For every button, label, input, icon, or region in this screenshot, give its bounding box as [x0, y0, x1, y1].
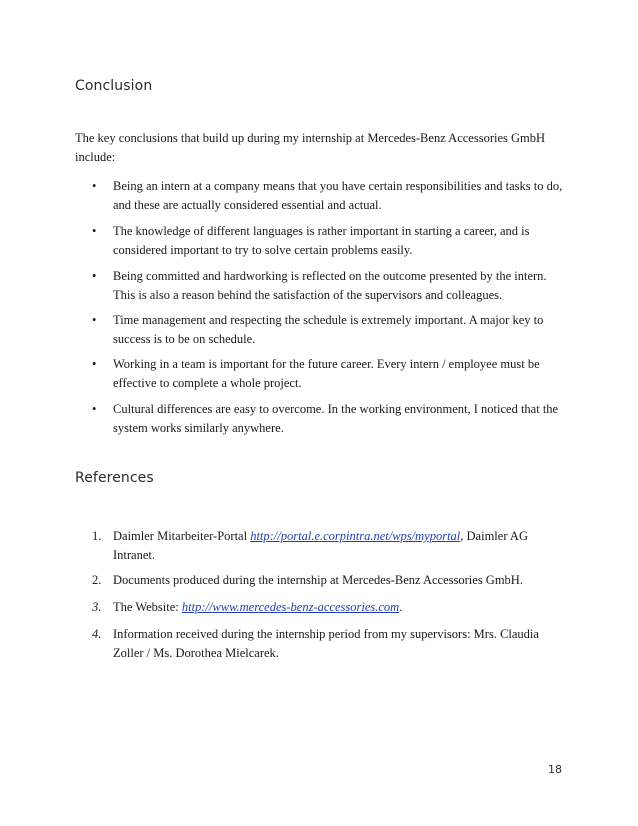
reference-text: [113, 527, 568, 565]
reference-text-before: Daimler Mitarbeiter-Portal: [113, 529, 251, 543]
bullet-text: Being an intern at a company means that you have certain responsibilities and tasks to do, and these are actually considered essential and actual.: [113, 179, 563, 212]
conclusion-heading: Conclusion: [75, 78, 153, 94]
bullet-icon: •: [92, 313, 97, 327]
bullet-text: The knowledge of different languages is rather important in starting a career, and is considered important to try to solve certain problems easily.: [113, 224, 530, 257]
reference-text: Information received during the internship period from my supervisors: Mrs. Claudia Zoller / Ms. Dorothea Mielcarek.: [113, 627, 539, 660]
bullet-icon: •: [92, 357, 97, 371]
reference-number: 2.: [92, 573, 102, 587]
page-number: 18: [548, 763, 562, 776]
reference-text-before: The Website:: [113, 600, 182, 614]
bullet-icon: •: [92, 402, 97, 416]
reference-number: 4.: [92, 627, 102, 641]
bullet-icon: •: [92, 224, 97, 238]
reference-text: Documents produced during the internship at Mercedes-Benz Accessories GmbH.: [113, 573, 523, 587]
bullet-text: Working in a team is important for the future career. Every intern / employee must be effective to complete a whole project.: [113, 357, 540, 390]
bullet-icon: •: [92, 179, 97, 193]
references-heading: References: [75, 470, 154, 486]
conclusion-intro: The key conclusions that build up during my internship at Mercedes-Benz Accessories GmbH include:: [75, 131, 546, 164]
bullet-text: Time management and respecting the schedule is extremely important. A major key to success is to be on schedule.: [113, 313, 544, 346]
reference-number: 3.: [92, 600, 102, 614]
reference-number: 1.: [92, 529, 102, 543]
bullet-text: Being committed and hardworking is reflected on the outcome presented by the intern. This is also a reason behind the satisfaction of the supervisors and colleagues.: [113, 269, 547, 302]
bullet-icon: •: [92, 269, 97, 283]
reference-text-after: .: [399, 600, 403, 614]
reference-link[interactable]: http://portal.e.corpintra.net/wps/myportal: [250, 529, 461, 543]
bullet-text: Cultural differences are easy to overcome. In the working environment, I noticed that the system works similarly anywhere.: [113, 402, 559, 435]
reference-link[interactable]: http://www.mercedes-benz-accessories.com: [181, 600, 400, 614]
reference-text-after: , Daimler AG Intranet.: [113, 529, 528, 562]
reference-text: [113, 598, 568, 617]
